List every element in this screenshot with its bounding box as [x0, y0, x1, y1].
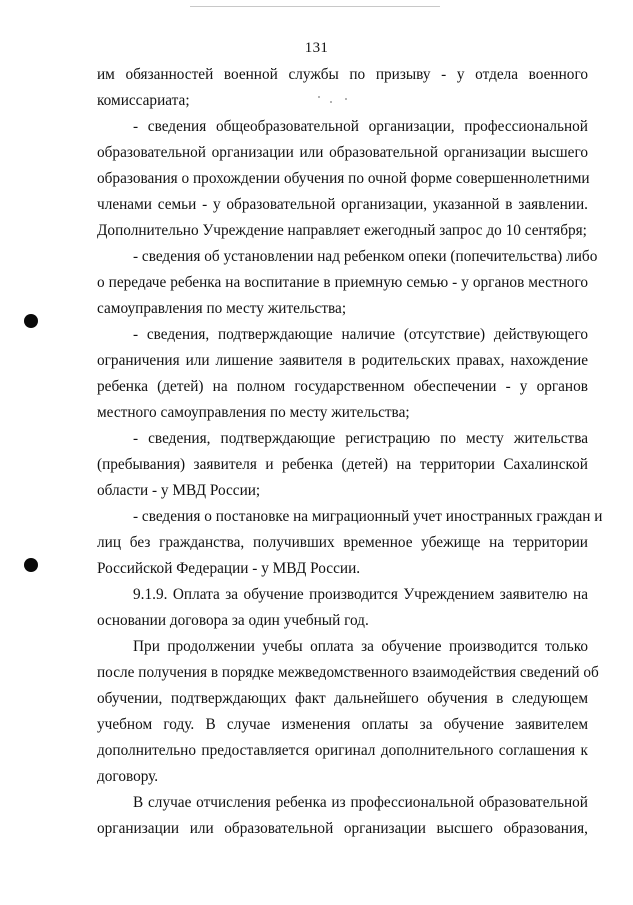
text-line: 9.1.9. Оплата за обучение производится Учреждением заявителю на — [133, 586, 588, 603]
text-line: комиссариата; — [97, 92, 190, 109]
punch-hole — [24, 558, 38, 572]
text-line: При продолжении учебы оплата за обучение производится только — [133, 638, 588, 655]
text-line: дополнительно предоставляется оригинал дополнительного соглашения к — [97, 742, 588, 759]
text-line: Дополнительно Учреждение направляет ежегодный запрос до 10 сентября; — [97, 222, 587, 239]
text-line: местного самоуправления по месту жительства; — [97, 404, 410, 421]
text-line: после получения в порядке межведомственного взаимодействия сведений об — [97, 664, 599, 681]
text-line: о передаче ребенка на воспитание в приемную семью - у органов местного — [97, 274, 588, 291]
text-line: самоуправления по месту жительства; — [97, 300, 347, 317]
text-line: учебном году. В случае изменения оплаты за обучение заявителем — [97, 716, 588, 733]
text-line: области - у МВД России; — [97, 482, 261, 499]
page-number: 131 — [304, 40, 329, 56]
text-line: договору. — [97, 768, 159, 785]
text-line: основании договора за один учебный год. — [97, 612, 369, 629]
text-line: членами семьи - у образовательной организации, указанной в заявлении. — [97, 196, 588, 213]
text-line: В случае отчисления ребенка из профессиональной образовательной — [133, 794, 588, 811]
text-line: (пребывания) заявителя и ребенка (детей) на территории Сахалинской — [97, 456, 588, 473]
text-line: - сведения общеобразовательной организации, профессиональной — [133, 118, 588, 135]
text-line: образования о прохождении обучения по очной форме совершеннолетними — [97, 170, 590, 187]
text-line: - сведения об установлении над ребенком опеки (попечительства) либо — [133, 248, 598, 265]
text-line: организации или образовательной организации высшего образования, — [97, 820, 588, 837]
text-line: обучении, подтверждающих факт дальнейшего обучения в следующем — [97, 690, 588, 707]
text-line: образовательной организации или образовательной организации высшего — [97, 144, 588, 161]
text-line: ребенка (детей) на полном государственном обеспечении - у органов — [97, 378, 588, 395]
text-line: им обязанностей военной службы по призыву - у отдела военного — [97, 66, 588, 83]
text-line: - сведения, подтверждающие наличие (отсутствие) действующего — [133, 326, 588, 343]
text-line: лиц без гражданства, получивших временное убежище на территории — [97, 534, 588, 551]
text-line: ограничения или лишение заявителя в родительских правах, нахождение — [97, 352, 588, 369]
text-line: - сведения о постановке на миграционный учет иностранных граждан и — [133, 508, 603, 525]
punch-hole — [24, 314, 38, 328]
text-line: Российской Федерации - у МВД России. — [97, 560, 361, 577]
text-line: - сведения, подтверждающие регистрацию по месту жительства — [133, 430, 588, 447]
scan-edge-line — [190, 6, 440, 7]
